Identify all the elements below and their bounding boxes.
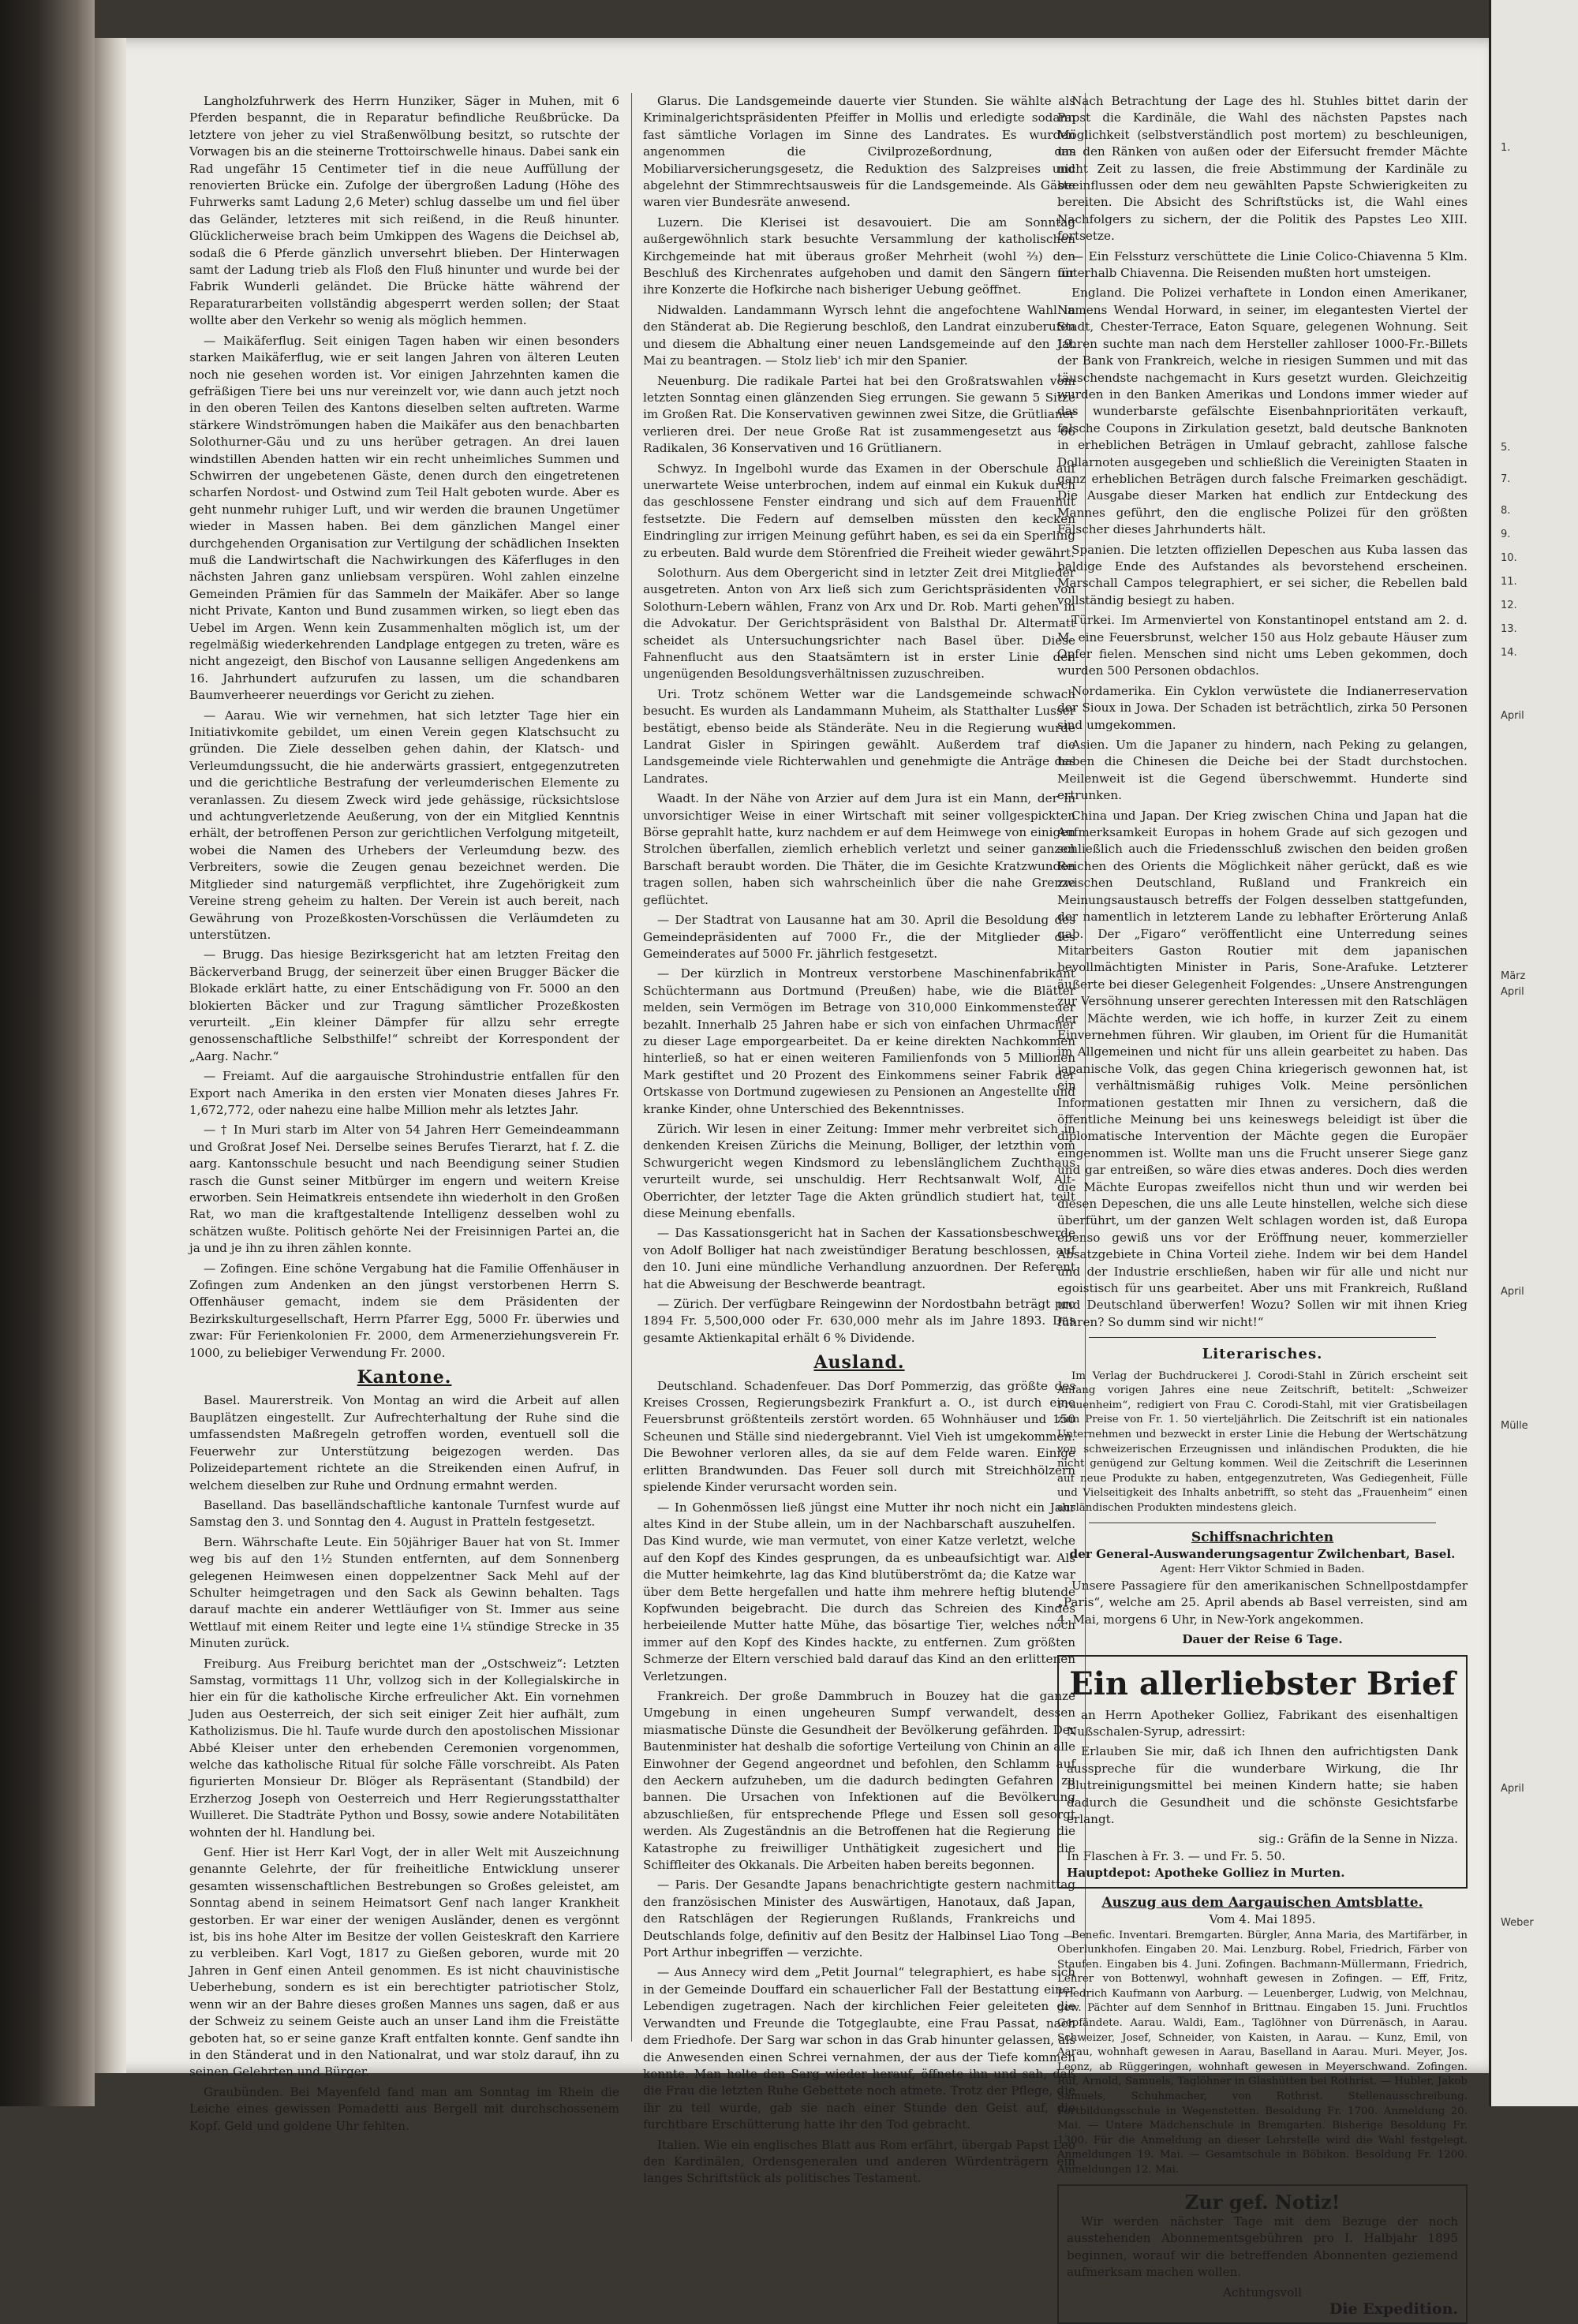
article-nidwalden: Nidwalden. Landammann Wyrsch lehnt die angefochtene Wahl in den Ständerat ab. Die Regierung beschloß, den Landrat einzuberufen und diesem die Abhaltung einer neuen Landsgemeinde auf den 19. Mai zu beantragen. — Stolz lieb' ich mir den Spanier. [643,302,1075,368]
article-paris: — Paris. Der Gesandte Japans benachrichtigte gestern nachmittag den französischen Minister des Auswärtigen, Hanotaux, daß Japan, den Ratschlägen der Regierungen Rußlands, Frankreichs und Deutschlands folge, definitiv auf den Besitz der Halbinsel Liao Tong — Port Arthur inbegriffen — verzichte. [643,1878,1075,1960]
article-paragraph: — Maikäferflug. Seit einigen Tagen haben wir einen besonders starken Maikäferflug, wie er seit langen Jahren von älteren Leuten noch nie gesehen worden ist. Vor einigen Jahrzehnten kamen die gefräßigen Tiere bei uns nur vereinzelt vor, wie dann auch jetzt noch in den oberen Teilen des Kantons dieselben selten auftreten. Warme stärkere Windströmungen haben die Maikäfer aus den benachbarten Solothurner-Gäu und zu uns herüber getragen. An drei lauen windstillen Abenden hatten wir ein recht unheimliches Summen und Schwirren der ungebetenen Gäste, denen durch den eingetretenen scharfen Nordost- und Ostwind zum Teil Halt geboten wurde. Aber es geht nunmehr ruhiger Luft, und wir werden die braunen Ungetümer wieder in Massen haben. Bei dem gänzlichen Mangel einer durchgehenden Organisation zur Vertilgung der schädlichen Insekten muß die Landwirtschaft die Nachwirkungen des Käferfluges in den nächsten Jahren ganz unliebsam verspüren. Wohl zahlen einzelne Gemeinden Prämien für das Sammeln der Maikäfer. Aber so lange nicht Private, Kanton und Bund zusammen wirken, so liegt eben das Uebel im Argen. Wenn kein Zusammenhalten möglich ist, um der regelmäßig wiederkehrenden Landplage entgegen zu treten, wäre es nicht angezeigt, den Bischof von Lausanne selligen Angedenkens am 16. Jahrhundert aufzurufen zu lassen, um die schandbaren Baumverheerer neuerdings vor Gericht zu ziehen. [189,333,619,703]
section-heading-kantone: Kantone. [357,1367,452,1388]
shipping-notice [1057,1530,1468,1649]
margin-word: April [1501,710,1524,722]
article-goenmoessen: — In Gohenmössen ließ jüngst eine Mutter ihr noch nicht ein Jahr altes Kind in der Stube allein, um in der Nachbarschaft auszuhelfen. Das Kind wurde, wie man vermutet, von einer Katze verletzt, welche auf den Kopf des Kindes gesprungen, da es unbeaufsichtigt war. Als die Mutter heimkehrte, lag das Kind blutüberströmt da; die Katze war über dem Bette hergefallen und hatte ihm mehrere heftig blutende Kopfwunden beigebracht. Die durch das Schreien des Kindes herbeieilende Mutter hatte Mühe, das bösartige Tier, welches noch immer auf den Kopf des Kindes hackte, zu entfernen. Zum größten Schmerze der Eltern verschied bald darauf das Kind an den erlittenen Verletzungen. [643,1500,1075,1683]
scan-gutter [0,0,95,2106]
section-heading-ausland: Ausland. [813,1352,905,1373]
article-paragraph: — Aarau. Wie wir vernehmen, hat sich letzter Tage hier ein Initiativkomite gebildet, um einen Verein gegen Klatschsucht zu gründen. Die Ziele desselben gehen dahin, der Klatsch- und Verleumdungssucht, die hie anderwärts grassiert, entgegenzutreten und die gerichtliche Bestrafung der verleumderischen Elemente zu veranlassen. Zu diesem Zweck wird jede gehässige, rücksichtslose und achtungverletzende Aeußerung, von der ein Mitglied Kenntnis erhält, der betroffenen Person zur gerichtlichen Verfolgung mitgeteilt, wobei die Namen des Urhebers der Verleumdung bezw. des Verbreiters, sowie die Zeugen genau bezeichnet werden. Die Mitglieder sind naturgemäß verpflichtet, ihre Zugehörigkeit zum Vereine streng geheim zu halten. Der Verein ist auch bereit, nach Gewährung von Prozeßkosten-Vorschüssen die Verläumdeten zu unterstützen. [189,708,619,942]
margin-number: 7. [1501,473,1511,485]
article-felssturz: — Ein Felssturz verschüttete die Linie Colico-Chiavenna 5 Klm. unterhalb Chiavenna. Die Reisenden mußten hort umsteigen. [1057,248,1468,281]
column-2 [643,93,1075,2186]
shipping-agent: Agent: Herr Viktor Schmied in Baden. [1160,1564,1365,1576]
article-paragraph: — Zofingen. Eine schöne Vergabung hat die Familie Offenhäuser in Zofingen zum Andenken an den jüngst verstorbenen Herrn S. Offenhäuser gemacht, indem sie dem Präsidenten der Bezirkskulturgesellschaft, Herrn Pfarrer Egg, 5000 Fr. überwies und zwar: Für Ferienkolonien Fr. 2000, dem Armenerziehungsverein Fr. 1000, zu beliebiger Verwendung Fr. 2000. [189,1261,619,1360]
margin-word: April [1501,1286,1524,1298]
article-paragraph: Langholzfuhrwerk des Herrn Hunziker, Säger in Muhen, mit 6 Pferden bespannt, die in Reparatur befindliche Reußbrücke. Da letztere von jeher zu viel Straßenwölbung besitzt, so rutschte der Vorwagen bis an die steinerne Trottoirschwelle hinaus. Dabei sank ein Rad ungefähr 15 Centimeter tief in die neue Auffüllung der renovierten Brücke ein. Zufolge der übergroßen Ladung (Höhe des Fuhrwerks samt Ladung 2,6 Meter) schlug dasselbe um und fiel über das Geländer, letzteres mit sich reißend, in die Reuß hinunter. Glücklicherweise brach beim Umkippen des Wagens die Deichsel ab, sodaß die 6 Pferde gänzlich unversehrt blieben. Der Hinterwagen samt der Ladung trieb als Floß den Fluß hinunter und wurde bei der Fabrik Wunderli geländet. Die Brücke hätte während der Reparaturarbeiten vollständig abgesperrt werden sollen; der Staat wollte aber den Verkehr so wenig als möglich hemmen. [189,94,619,328]
amtsblatt-text: Benefic. Inventari. Bremgarten. Bürgler, Anna Maria, des Martifärber, in Oberlunkhofen. Eingaben 20. Mai. Lenzburg. Robel, Friedrich, Färber von Staufen. Eingaben bis 4. Juni. Zofingen. Bachmann-Müllermann, Friedrich, Lehrer von Bottenwyl, wohnhaft gewesen in Zofingen. — Eff, Fritz, Friedrich Kaufmann von Aarburg. — Leuenberger, Ludwig, von Melchnau, gew. Pächter auf dem Sennhof in Brittnau. Eingaben 15. Juni. Fruchtlos Gepfändete. Aarau. Waldi, Eam., Taglöhner von Dürrenäsch, in Aarau. Schweizer, Josef, Schneider, von Kaisten, in Aarau. — Kunz, Emil, von Aarau, wohnhaft gewesen in Aarau, Baselland in Aarau. Muri. Meyer, Jos. Leonz, ab Rüggeringen, wohnhaft gewesen in Meyerschwand. Zofingen. Ruf, Arnold, Samuels, Taglöhner in Glashütten bei Rothrist. — Hubler, Jakob Samuels, Schuhmacher, von Rothrist. Stellenausschreibung. Fortbildungsschule in Wegenstetten. Besoldung Fr. 1700. Anmeldung 20. Mai. — Untere Mädchenschule in Bremgarten. Bisherige Besoldung Fr. 1300. Für die Anmeldung an dieser Lehrstelle wird die Wahl festgelegt. Anmeldungen 19. Mai. — Gesamtschule in Böbikon. Besoldung Fr. 1200. Anmeldungen 12. Mai. [1057,1929,1468,2176]
section-heading-literarisches: Literarisches. [1202,1346,1323,1363]
advertisement-golliez [1057,1655,1468,1889]
notice-text: Wir werden nächster Tage mit dem Bezuge der noch ausstehenden Abonnementsgebühren pro I. Halbjahr 1895 beginnen, worauf wir die betreffenden Abonnenten geziemend aufmerksam machen wollen. [1067,2214,1458,2280]
margin-word: Mülle [1501,1420,1528,1432]
article-basel: Basel. Maurerstreik. Von Montag an wird die Arbeit auf allen Bauplätzen eingestellt. Zur Aufrechterhaltung der Ruhe sind die umfassendsten Maßregeln getroffen worden, eventuell soll die Feuerwehr zur Unterstützung beigezogen werden. Das Polizeidepartement richtete an die Streikenden einen Aufruf, in welchem dieselben zur Ruhe und Ordnung ermahnt werden. [189,1393,619,1493]
shipping-text: Unsere Passagiere für den amerikanischen Schnellpostdampfer „Paris“, welche am 25. April abends ab Basel verreisten, sind am 4. Mai, morgens 6 Uhr, in New-York angekommen. [1057,1579,1468,1627]
margin-number: 14. [1501,647,1517,659]
margin-word: April [1501,986,1524,998]
shipping-heading: Schiffsnachrichten [1191,1529,1334,1545]
article-italien: Italien. Wie ein englisches Blatt aus Rom erfährt, übergab Papst Leo den Kardinälen, Ordensgeneralen und anderen Würdenträgern ein langes Schriftstück als politisches Testament. [643,2137,1075,2186]
newspaper-page [95,38,1491,2318]
article-lausanne: — Der Stadtrat von Lausanne hat am 30. April die Besoldung des Gemeindepräsidenten auf 7000 Fr., die der Mitglieder des Gemeinderates auf 5000 Fr. jährlich festgesetzt. [643,913,1075,961]
margin-number: 5. [1501,442,1511,454]
amtsblatt-heading: Auszug aus dem Aargauischen Amtsblatte. [1101,1894,1423,1911]
article-asien: Asien. Um die Japaner zu hindern, nach Peking zu gelangen, haben die Chinesen die Deiche bei der Stadt durchstochen. Meilenweit ist die Gegend überschwemmt. Hunderte sind ertrunken. [1057,738,1468,803]
article-uri: Uri. Trotz schönem Wetter war die Landsgemeinde schwach besucht. Es wurden als Landammann Muheim, als Statthalter Lusser bestätigt, ebenso beide als Ständeräte. Neu in die Regierung wurde Landrat Gisler in Spiringen gewählt. Außerdem traf die Landsgemeinde viele Richterwahlen und genehmigte die Anträge des Landrates. [643,686,1075,786]
section-rule [1089,1337,1436,1338]
ad-title: Ein allerliebster Brief [1069,1665,1456,1702]
article-schwyz: Schwyz. In Ingelbohl wurde das Examen in der Oberschule auf unerwartete Weise unterbrochen, indem auf einmal ein Kukuk durch das geschlossene Fenster eindrang und sich auf dem Frauenhut festsetzte. Die Federn auf demselben müssten den kecken Eindringling zur irrigen Meinung geführt haben, es sei da ein Sperling zu erbeuten. Bald wurde dem Störenfried die Freiheit wieder gewährt. [643,461,1075,560]
ad-recipient: an Herrn Apotheker Golliez, Fabrikant des eisenhaltigen Nußschalen-Syrup, adressirt: [1067,1707,1458,1739]
article-china-japan: China und Japan. Der Krieg zwischen China und Japan hat die Aufmerksamkeit Europas in hohem Grade auf sich gezogen und schließlich auch die Friedensschluß zwischen den beiden großen Reichen des Orients die Möglichkeit näher gerückt, daß es wie zwischen Deutschland, Rußland und Frankreich ein Meinungsaustausch betreffs der Folgen desselben stattgefunden, der namentlich in letzterem Lande zu lebhafter Erörterung Anlaß gab. Der „Figaro“ veröffentlicht eine Unterredung seines Mitarbeiters Gaston Routier mit dem japanischen bevollmächtigten Minister in Paris, Sone-Arafuke. Letzterer äußerte bei dieser Gelegenheit Folgendes: „Unsere Anstrengungen zur Versöhnung unserer gerechten Interessen mit den Ratschlägen der Mächte werden, wie ich hoffe, in kurzer Zeit zu einem Einvernehmen führen. Wir glauben, im Orient für die Humanität im Allgemeinen und nicht für uns allein gearbeitet zu haben. Das japanische Volk, das gegen China kriegerisch gewonnen hat, ist ein verhältnismäßig ruhiges Volk. Meine persönlichen Informationen gestatten mir Ihnen zu versichern, daß die öffentliche Meinung bei uns keineswegs beleidigt ist über die diplomatische Intervention der Mächte gegen die Europäer eingenommen ist. Wollte man uns die Frucht unserer Siege ganz und gar entreißen, so wäre dies etwas anderes. Doch dies werden die Mächte Europas zweifellos nicht thun und wir werden bei diesen Depeschen, die uns alle Leute hinstellen, welche sich diese überführt, um der ganzen Welt schlagen worden ist, daß Europa ebenso gewiß uns vor der Eröffnung neuer, kommerzieller Absatzgebiete in China Vorteil ziehe. Indem wir bei dem Handel und der Industrie erschließen, haben wir für alle und nicht nur egoistisch für uns gearbeitet. Aber uns mit Frankreich, Rußland und Deutschland überwerfen! Wozu? Sollen wir mit ihnen Krieg führen? So dumm sind wir nicht!“ [1057,808,1468,1329]
notice-heading: Zur gef. Notiz! [1184,2190,1341,2214]
article-glarus: Glarus. Die Landsgemeinde dauerte vier Stunden. Sie wählte als Kriminalgerichtspräsidenten Pfeiffer in Mollis und erledigte sodann fast sämtliche Vorlagen im Sinne des Landrates. Es wurden angenommen die Civilprozeßordnung, das Mobiliarversicherungsgesetz, die Reduktion des Salzpreises und abgelehnt der Stimmrechtsausweis für die Landsgemeinde. Als Gäste waren vier Bundesräte anwesend. [643,94,1075,210]
article-nordostbahn: — Zürich. Der verfügbare Reingewinn der Nordostbahn beträgt pro 1894 Fr. 5,500,000 oder Fr. 630,000 mehr als im Jahre 1893. Das gesamte Aktienkapital erhält 6 % Dividende. [643,1297,1075,1345]
article-zuerich-2: — Das Kassationsgericht hat in Sachen der Kassationsbeschwerde von Adolf Bolliger hat nach zweistündiger Beratung beschlossen, auf den 10. Juni eine mündliche Verhandlung anzuordnen. Der Referent hat die Abweisung der Beschwerde beantragt. [643,1226,1075,1291]
shipping-duration: Dauer der Reise 6 Tage. [1182,1632,1343,1647]
page-binding-shadow [95,38,126,2073]
article-spanien: Spanien. Die letzten offiziellen Depeschen aus Kuba lassen das baldige Ende des Aufstandes als bevorstehend erscheinen. Marschall Campos telegraphiert, er sei sicher, die Rebellen bald vollständig besiegt zu haben. [1057,542,1468,607]
ad-signature: sig.: Gräfin de la Senne in Nizza. [1258,1832,1458,1847]
article-paragraph: — Brugg. Das hiesige Bezirksgericht hat am letzten Freitag den Bäckerverband Brugg, der seinerzeit über einen Brugger Bäcker die Blokade erklärt hatte, zu einer Entschädigung von Fr. 5000 an den blokierten Bäcker und zur Tragung sämtlicher Prozeßkosten verurteilt. „Ein kleiner Dämpfer für allzu sehr erregte genossenschaftliche Selbsthilfe!“ schreibt der Korrespondent der „Aarg. Nachr.“ [189,947,619,1063]
article-literarisches: Im Verlag der Buchdruckerei J. Corodi-Stahl in Zürich erscheint seit Anfang vorigen Jahres eine neue Zeitschrift, betitelt: „Schweizer Frauenheim“, redigiert von Frau C. Corodi-Stahl, mit vier Gratisbeilagen zum Preise von Fr. 1. 50 vierteljährlich. Die Zeitschrift ist ein nationales Unternehmen und bezweckt in erster Linie die Hebung der Wertschätzung von schweizerischen Erzeugnissen und inländischen Produkten, die hie nicht genügend zur Geltung kommen. Weil die Zeitschrift die Leserinnen auf neue Produkte zu haben, entgegenzutreten, Was Gediegenheit, Fülle und Vielseitigkeit des Inhalts anbetrifft, so steht das „Frauenheim“ einen ausländischen Produkten mindestens gleich. [1057,1369,1468,1514]
article-tuerkei: Türkei. Im Armenviertel von Konstantinopel entstand am 2. d. M. eine Feuersbrunst, welcher 150 aus Holz gebaute Häuser zum Opfer fielen. Menschen sind nicht ums Leben gekommen, doch wurden 500 Personen obdachlos. [1057,613,1468,678]
column-1 [189,93,619,2133]
article-frankreich: Frankreich. Der große Dammbruch in Bouzey hat die ganze Umgebung in einen ungeheuren Sumpf verwandelt, dessen miasmatische Dünste die Gesundheit der Bevölkerung gefährden. Der Bautenminister hat deshalb die sofortige Verteilung von Chinin an alle Einwohner der Gegend angeordnet und befohlen, den Schlamm auf den Aeckern aufzuheben, um die dadurch bedingten Gefahren zu bannen. Die Ursachen von Infektionen auf die Bevölkerung abzuschließen, für entsprechende Pflege und Essen soll gesorgt werden. Als Zugeständnis an die Betroffenen hat die Regierung die Katastrophe zu freiwilliger Unthätigkeit zugesichert und die Schiffleiter des Okkanals. Die Arbeiten haben bereits begonnen. [643,1688,1075,1873]
article-deutschland: Deutschland. Schadenfeuer. Das Dorf Pommerzig, das größte des Kreises Crossen, Regierungsbezirk Frankfurt a. O., ist durch eine Feuersbrunst größtenteils zerstört worden. 65 Wohnhäuser und 150 Scheunen und Ställe sind niedergebrannt. Viel Vieh ist umgekommen. Die Bewohner verloren alles, da sie auf dem Felde waren. Einige erlitten Brandwunden. Das Feuer soll durch mit Streichhölzern spielende Kinder verursacht worden sein. [643,1378,1075,1495]
margin-number: 11. [1501,576,1517,588]
amtsblatt-date: Vom 4. Mai 1895. [1209,1912,1316,1927]
column-3 [1057,93,1468,2318]
article-zuerich: Zürich. Wir lesen in einer Zeitung: Immer mehr verbreitet sich in denkenden Kreisen Zürichs die Meinung, Bolliger, der letzthin vom Schwurgericht wegen Kindsmord zu lebenslänglichem Zuchthaus verurteilt wurde, sei unschuldig. Herr Rechtsanwalt Wolf, Alt-Oberrichter, der letzter Tage die Akten gründlich studiert hat, teilt diese Meinung ebenfalls. [643,1121,1075,1220]
margin-number: 13. [1501,623,1517,635]
margin-word: Weber [1501,1917,1534,1929]
ad-text: Erlauben Sie mir, daß ich Ihnen den aufrichtigsten Dank ausspreche für die wunderbare Wirkung, die Ihr Blutreinigungsmittel bei meinen Kindern hatte; sie haben dadurch die Gesundheit und die schönste Gesichtsfarbe erlangt. [1067,1744,1458,1827]
article-nordamerika: Nordamerika. Ein Cyklon verwüstete die Indianerreservation der Sioux in Jowa. Der Schaden ist beträchtlich, zirka 50 Personen sind umgekommen. [1057,683,1468,732]
article-montreux: — Der kürzlich in Montreux verstorbene Maschinenfabrikant Schüchtermann aus Dortmund (Preußen) habe, wie die Blätter melden, sein Vermögen im Betrage von 310,000 Einkommensteuer bezahlt. Innerhalb 25 Jahren habe er sich von einfachen Uhrmacher zu dieser Lage emporgearbeitet. Da er keine direkten Nachkommen hinterließ, so hat er einen weiteren Familienfonds von 5 Millionen Mark gestiftet und 20 Prozent des Einkommens seiner Fabrik der Ortskasse von Dortmund zugewiesen zu Pensionen an Angestellte und kranke Kinder, ohne Unterschied des Bekenntnisses. [643,966,1075,1116]
article-bern: Bern. Währschafte Leute. Ein 50jähriger Bauer hat von St. Immer weg bis auf den 1½ Stunden entfernten, auf dem Sonnenberg gelegenen Heimwesen einen doppelzentner Sack Mehl auf der Schulter heimgetragen und den Sack als Gewinn behalten. Tags darauf machte ein anderer Wettläufiger von St. Immer aus seine Wettlauf mit einem Reiter und legte eine 1¼ stündige Strecke in 35 Minuten zurück. [189,1534,619,1651]
article-baselland: Baselland. Das baselländschaftliche kantonale Turnfest wurde auf Samstag den 3. und Sonntag den 4. August in Pratteln festgesetzt. [189,1497,619,1530]
article-rom: Nach Betrachtung der Lage des hl. Stuhles bittet darin der Papst die Kardinäle, die Wahl des nächsten Papstes nach Möglichkeit (selbstverständlich post mortem) zu beschleunigen, um den Ränken von außen oder der Eifersucht fremder Mächte nicht Zeit zu lassen, die freie Abstimmung der Kardinäle zu beeinflussen oder dem neu gewählten Papste Schwierigkeiten zu bereiten. Die Absicht des Schriftstücks ist, die Wahl eines Nachfolgers zu sichern, der die Politik des Papstes Leo XIII. fortsetze. [1057,94,1468,244]
margin-number: 8. [1501,505,1511,517]
margin-number: 10. [1501,552,1517,564]
article-freiburg: Freiburg. Aus Freiburg berichtet man der „Ostschweiz“: Letzten Samstag, vormittags 11 Uhr, vollzog sich in der Kollegialskirche in hier ein für die katholische Kirche erfreulicher Akt. Ein vornehmen Juden aus Oesterreich, der sich seit einiger Zeit hier aufhält, zum Katholizismus. Die hl. Taufe wurde durch den apostolischen Missionar Abbé Kleiser unter den erhebenden Ceremonien vorgenommen, welche das katholische Ritual für solche Fälle vorschreibt. Als Paten figurierten Monsieur Dr. Blöger als Repräsentant (Standbild) der Erzherzog Joseph von Oesterreich und Herr Regierungsstatthalter Wuilleret. Die Stadträte Python und Bossy, sowie andere Notabilitäten wohnten der hl. Handlung bei. [189,1656,619,1840]
article-graubuenden: Graubünden. Bei Mayenfeld fand man am Sonntag im Rhein die Leiche eines gewissen Pomadetti aus Bergell mit durchschossenem Kopf. Geld und goldene Uhr fehlten. [189,2084,619,2133]
article-paragraph: — † In Muri starb im Alter von 54 Jahren Herr Gemeindeammann und Großrat Josef Nei. Derselbe seines Berufes Tierarzt, hat f. Z. die aarg. Kantonsschule besucht und nach Beendigung seiner Studien rasch die Gunst seiner Mitbürger im engern und weitern Kreise erworben. Sein Heimatkreis entsendete ihn wiederholt in den Großen Rat, wo man die kraftgestaltende Intelligenz desselben wohl zu schätzen wußte. Politisch gehörte Nei der Freisinnigen Partei an, die ja und je ihn zu ihren zählen konnte. [189,1123,619,1256]
article-neuenburg: Neuenburg. Die radikale Partei hat bei den Großratswahlen vom letzten Sonntag einen glänzenden Sieg errungen. Sie gewann 5 Sitze im Großen Rat. Die Konservativen gewinnen zwei Sitze, die Grütlianer verlieren drei. Der neue Große Rat ist zusammengesetzt aus 66 Radikalen, 36 Konservativen und 16 Grütlianern. [643,373,1075,456]
article-annecy: — Aus Annecy wird dem „Petit Journal“ telegraphiert, es habe sich in der Gemeinde Douffard ein schauerlicher Fall der Bestattung einer Lebendigen zugetragen. Nach der kirchlichen Feier geleiteten die Verwandten und Freunde die Totgeglaubte, eine Frau Passat, nach dem Friedhofe. Der Sarg war schon in das Grab hinunter gelassen, als die Anwesenden einen Schrei vernahmen, der aus der Tiefe kommen konnte. Man holte den Sarg wieder herauf, öffnete ihn und sah, daß die Frau die letzten Ruhe Gebettete noch atmete. Trotz der Pflege, die ihr zu teil wurde, gab sie nach einer Stunde den Geist auf, die furchtbare Erschütterung hatte ihr den Tod gebracht. [643,1965,1075,2132]
article-waadt: Waadt. In der Nähe von Arzier auf dem Jura ist ein Mann, der in unvorsichtiger Weise in einer Wirtschaft mit seiner vollgespickten Börse geprahlt hatte, kurz nachdem er auf dem Heimwege von einigen Strolchen überfallen, ziemlich erheblich verletzt und seiner ganzen Barschaft beraubt worden. Die Thäter, die im Gesichte Kratzwunden tragen sollen, haben sich wahrscheinlich über die nahe Grenze geflüchtet. [643,791,1075,907]
ad-depot: Hauptdepot: Apotheke Golliez in Murten. [1067,1866,1345,1881]
article-solothurn: Solothurn. Aus dem Obergericht sind in letzter Zeit drei Mitglieder ausgetreten. Anton von Arx ließ sich zum Gerichtspräsidenten von Solothurn-Lebern wählen, Franz von Arx und Dr. Rob. Marti gehen in die Advokatur. Der Gerichtspräsident von Balsthal Dr. Altermatt scheidet als Untersuchungsrichter nach Basel über. Diese Fahnenflucht aus den Staatsämtern ist in erster Linie den ungenügenden Besoldungsverhältnissen zuzuschreiben. [643,565,1075,682]
margin-word: April [1501,1783,1524,1795]
article-england: England. Die Polizei verhaftete in London einen Amerikaner, Namens Wendal Horward, in seiner, im elegantesten Viertel der Stadt, Chester-Terrace, Eaton Square, gelegenen Wohnung. Seit Jahren suchte man nach dem Hersteller zahlloser 1000-Fr.-Billets der Bank von Frankreich, welche in riesigen Summen und mit das täuschendste nachgemacht in Kurs gesetzt wurden. Gleichzeitig wurden in den Banken Amerikas und Londons immer wieder auf das wunderbarste gefälschte Eisenbahnprioritäten verkauft, falsche Coupons in Zirkulation gesetzt, bald deutsche Banknoten in erheblichen Beträgen in Umlauf gebracht, zahllose falsche Dollarnoten ausgegeben und schließlich die Vereinigten Staaten in ganz erheblichen Beträgen durch falsche Freimarken geschädigt. Die Ausgabe dieser Marken hat endlich zur Entdeckung des Mannes geführt, den die englische Polizei für den größten Fälscher dieses Jahrhunderts hält. [1057,286,1468,537]
shipping-agency: der General-Auswanderungsagentur Zwilchenbart, Basel. [1069,1547,1456,1561]
article-luzern: Luzern. Die Klerisei ist desavouiert. Die am Sonntag außergewöhnlich stark besuchte Versammlung der katholischen Kirchgemeinde hat mit überaus großer Mehrheit (wohl ⅔) den Beschluß des Kirchenrates aufgehoben und damit den Sängern für ihre Konzerte die Hofkirche nach bisheriger Uebung geöffnet. [643,215,1075,297]
margin-number: 1. [1501,142,1511,154]
adjacent-page-edge [1489,0,1578,2106]
article-genf: Genf. Hier ist Herr Karl Vogt, der in aller Welt mit Auszeichnung genannte Gelehrte, der für freiheitliche Entwicklung unserer gesamten wissenschaftlichen Bestrebungen so Großes geleistet, am Sonntag abend in seinem Heimatsort Genf nach langer Krankheit gestorben. Er war einer der wenigen Ausländer, denen es vergönnt ist, bis ins hohe Alter im Besitze der vollen Geisteskraft den Karriere zu verbleiben. Karl Vogt, 1817 zu Gießen geboren, wurde mit 20 Jahren in Genf einen Anteil genommen. Es ist nicht chauvinistische Ueberhebung, sondern es ist ein berechtigter patriotischer Stolz, wenn wir an der Bahre dieses großen Mannes uns sagen, daß er aus der Schweiz zu seinem Geiste auch an unser Land ihm die Freistätte geboten hat, so er seine ganze Kraft entfalten konnte. Genf sandte ihn in den Ständerat und in den Nationalrat, und war stolz darauf, ihn zu seinen Gelehrten und Bürger. [189,1845,619,2079]
margin-number: 9. [1501,529,1511,540]
column-divider [631,93,632,2042]
article-paragraph: — Freiamt. Auf die aargauische Strohindustrie entfallen für den Export nach Amerika in den ersten vier Monaten dieses Jahres Fr. 1,672,772, oder nahezu eine halbe Million mehr als letztes Jahr. [189,1069,619,1117]
margin-word: März [1501,970,1526,982]
notice-signature: Die Expedition. [1329,2300,1458,2318]
notice-greeting: Achtungsvoll [1223,2285,1302,2300]
margin-number: 12. [1501,600,1517,611]
notice-box [1057,2184,1468,2324]
ad-price: In Flaschen à Fr. 3. — und Fr. 5. 50. [1067,1848,1286,1863]
amtsblatt-extract [1057,1895,1468,2178]
